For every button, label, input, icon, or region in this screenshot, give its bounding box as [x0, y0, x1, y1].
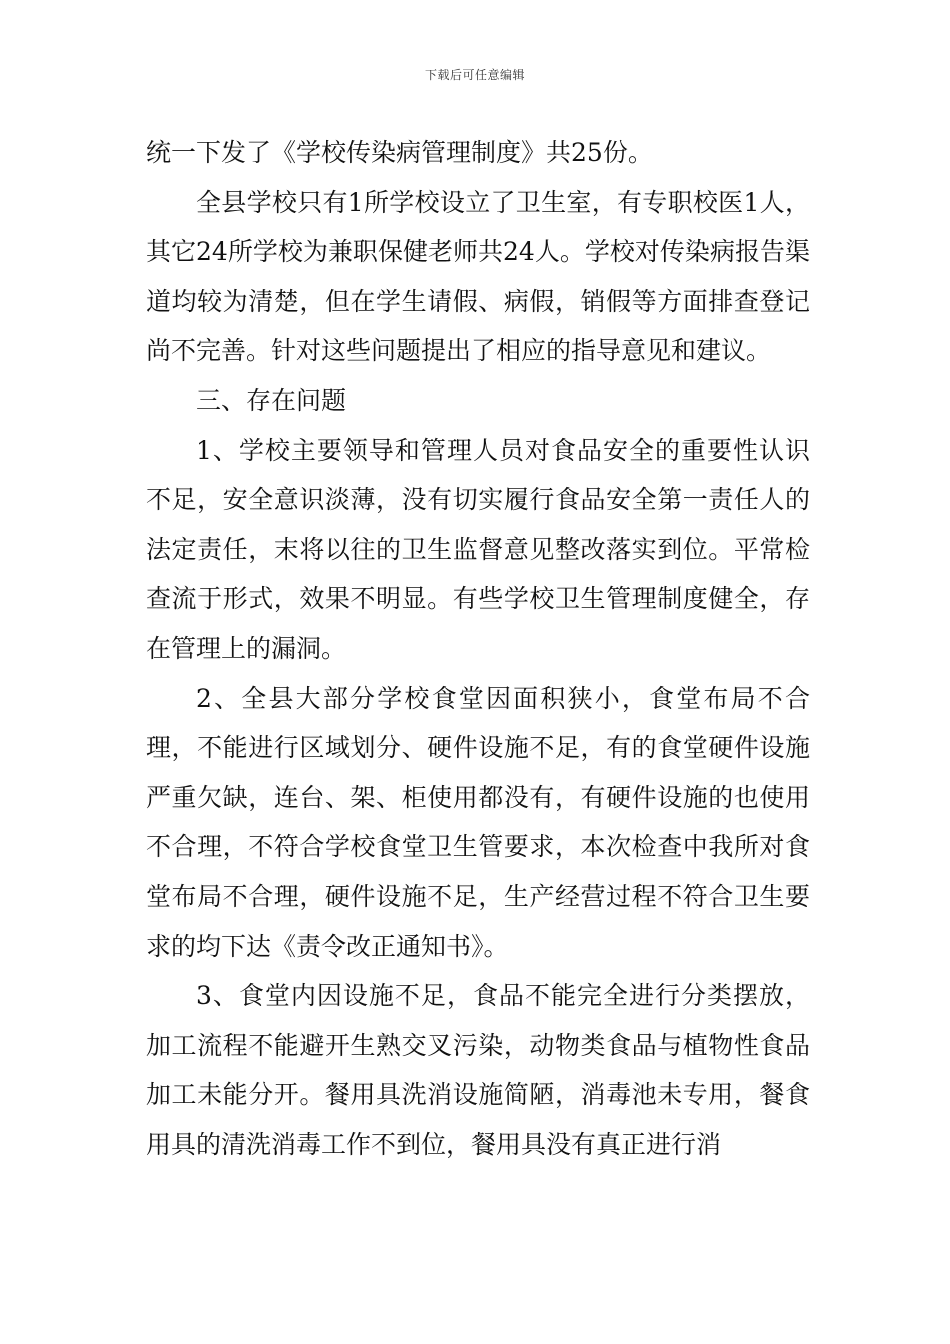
paragraph-continuation: 统一下发了《学校传染病管理制度》共25份。 — [146, 138, 653, 167]
paragraph-problem-1: 1、学校主要领导和管理人员对食品安全的重要性认识不足，安全意识淡薄，没有切实履行食品安全第一责任人的法定责任，末将以往的卫生监督意见整改落实到位。平常检查流于形式，效果不明显。有些学校卫生管理制度健全，存在管理上的漏洞。 — [146, 435, 810, 663]
paragraph-problem-2: 2、全县大部分学校食堂因面积狭小，食堂布局不合理，不能进行区域划分、硬件设施不足，有的食堂硬件设施严重欠缺，连台、架、柜使用都没有，有硬件设施的也使用不合理，不符合学校食堂卫生管要求，本次检查中我所对食堂布局不合理，硬件设施不足，生产经营过程不符合卫生要求的均下达《责令改正通知书》。 — [146, 683, 810, 961]
section-heading-problems: 三、存在问题 — [196, 385, 347, 415]
paragraph-school-clinics: 全县学校只有1所学校设立了卫生室，有专职校医1人，其它24所学校为兼职保健老师共24人。学校对传染病报告渠道均较为清楚，但在学生请假、病假，销假等方面排查登记尚不完善。针对这些问题提出了相应的指导意见和建议。 — [146, 187, 810, 366]
page-header: 下载后可任意编辑 — [424, 68, 525, 82]
paragraph-problem-3: 3、食堂内因设施不足，食品不能完全进行分类摆放，加工流程不能避开生熟交叉污染，动物类食品与植物性食品加工未能分开。餐用具洗消设施简陋，消毒池未专用，餐食用具的清洗消毒工作不到位，餐用具没有真正进行消 — [146, 981, 810, 1159]
document-body — [146, 128, 810, 1169]
